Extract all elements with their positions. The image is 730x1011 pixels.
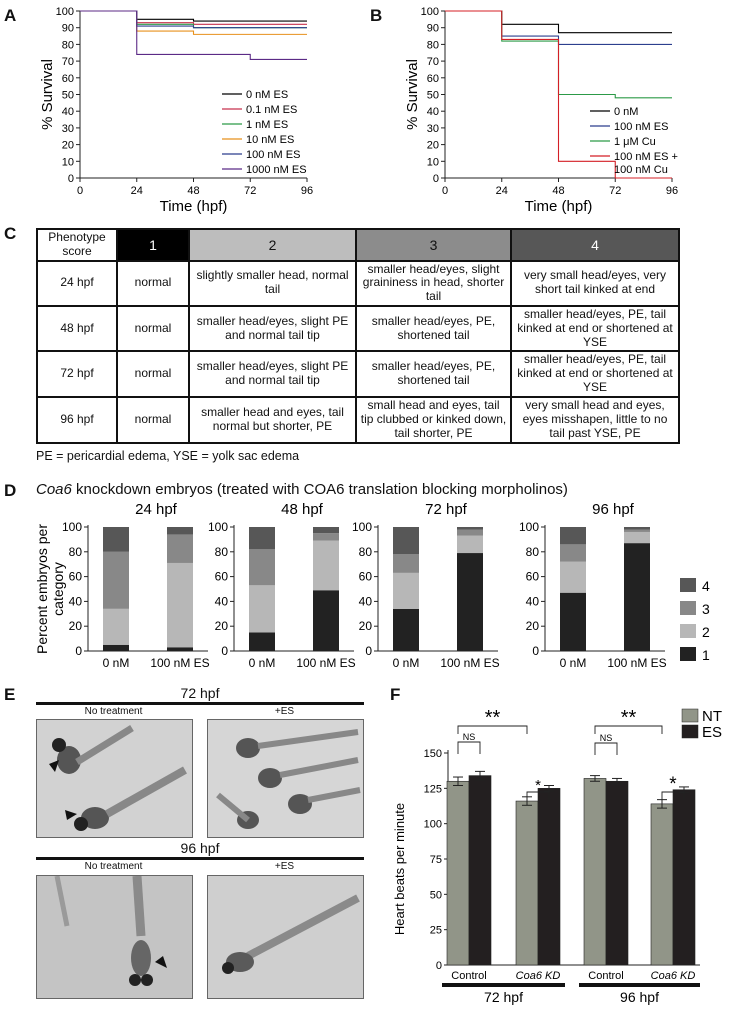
y-tick-label: 0 <box>365 644 372 658</box>
stacked-bar-segment <box>393 609 419 651</box>
y-tick-label: 50 <box>429 889 442 902</box>
table-cell: normal <box>117 351 189 396</box>
legend-label: 100 nM ES <box>614 121 669 133</box>
y-axis-label: category <box>50 562 66 616</box>
zebrafish-photo-96-es <box>207 875 364 999</box>
stacked-bar-segment <box>624 543 650 651</box>
y-tick-label: 0 <box>435 960 442 972</box>
panel-label-f: F <box>390 685 401 704</box>
stacked-bar-segment <box>249 585 275 632</box>
y-tick-label: 0 <box>75 644 82 658</box>
label-es-72: +ES <box>274 706 295 717</box>
table-cell-time: 72 hpf <box>37 351 117 396</box>
panel-d-title <box>36 481 568 498</box>
y-tick-label: 10 <box>61 156 74 169</box>
zebrafish-larva-icon <box>208 876 363 998</box>
y-tick-label: 60 <box>61 72 74 85</box>
y-tick-label: 50 <box>426 89 439 102</box>
y-axis-label: Heart beats per minute <box>392 802 407 936</box>
heart-rate-bar-chart <box>380 700 730 1011</box>
bar <box>584 778 606 965</box>
zebrafish-embryo-icon <box>37 720 192 837</box>
stacked-bar-segment <box>457 553 483 651</box>
legend-label: 0 nM <box>614 106 639 118</box>
table-cell: smaller head/eyes, PE, tail kinked at end or shortened at YSE <box>511 351 679 396</box>
table-header-score-3: 3 <box>356 229 511 261</box>
y-tick-label: 20 <box>68 619 82 634</box>
x-tick-label: 72 <box>609 185 622 197</box>
legend-swatch <box>680 647 696 661</box>
y-tick-label: 100 <box>518 520 539 534</box>
stacked-bar-segment <box>313 541 339 591</box>
bar <box>469 776 491 965</box>
stacked-bar-segment <box>103 552 129 609</box>
y-tick-label: 0 <box>221 644 228 658</box>
stacked-bar-segment <box>560 562 586 593</box>
table-cell: smaller head/eyes, PE, shortened tail <box>356 351 511 396</box>
legend-swatch <box>680 601 696 615</box>
x-tick-label: 100 nM ES <box>607 656 667 670</box>
knockdown-stacked-bar-charts <box>0 500 730 672</box>
legend-label: 100 nM Cu <box>614 164 668 176</box>
stacked-bar-segment <box>313 527 339 533</box>
y-tick-label: 30 <box>426 122 439 135</box>
stacked-bar-segment <box>249 632 275 651</box>
significance-bracket-label: * <box>669 774 677 795</box>
y-tick-label: 80 <box>525 544 539 559</box>
stacked-bar-segment <box>313 533 339 540</box>
survival-curve <box>445 11 672 33</box>
legend-label: 100 nM ES <box>246 149 301 161</box>
zebrafish-photo-96-nt <box>36 875 193 999</box>
table-cell-time: 24 hpf <box>37 261 117 306</box>
stacked-bar-segment <box>560 544 586 561</box>
zebrafish-embryo-icon <box>208 720 363 837</box>
stacked-bar-segment <box>103 527 129 552</box>
survival-curve <box>80 11 307 21</box>
stacked-bar-segment <box>167 563 193 647</box>
panel-d-title-rest: knockdown embryos (treated with COA6 translation blocking morpholinos) <box>71 481 568 498</box>
ns-bracket-label: NS <box>462 732 476 742</box>
ns-bracket <box>458 742 480 754</box>
legend-label: NT <box>702 708 722 725</box>
table-cell: smaller head/eyes, PE, tail kinked at end or shortened at YSE <box>511 306 679 351</box>
table-cell: smaller head and eyes, tail normal but shorter, PE <box>189 397 356 443</box>
significance-bracket-label: ** <box>620 707 637 729</box>
stacked-bar-segment <box>249 549 275 585</box>
stacked-bar-segment <box>167 527 193 534</box>
y-tick-label: 80 <box>214 544 228 559</box>
stacked-bar-segment <box>103 645 129 651</box>
table-cell: small head and eyes, tail tip clubbed or kinked down, tail shorter, PE <box>356 397 511 443</box>
y-tick-label: 0 <box>432 173 439 185</box>
panel-label-a: A <box>4 6 17 25</box>
significance-bracket-label: ** <box>484 707 501 729</box>
legend-label: 1000 nM ES <box>246 164 307 176</box>
y-tick-label: 100 <box>207 520 228 534</box>
y-tick-label: 100 <box>61 520 82 534</box>
x-tick-label: 0 nM <box>392 656 420 670</box>
y-tick-label: 60 <box>525 569 539 584</box>
x-axis-label: Time (hpf) <box>159 198 228 215</box>
table-cell: smaller head/eyes, slight PE and normal tail tip <box>189 306 356 351</box>
survival-curve <box>80 11 307 59</box>
table-cell: normal <box>117 261 189 306</box>
y-tick-label: 75 <box>429 854 442 866</box>
y-tick-label: 0 <box>67 173 74 185</box>
y-tick-label: 150 <box>423 748 442 760</box>
x-tick-label: 96 <box>665 185 679 197</box>
legend-label: 3 <box>702 601 710 617</box>
y-tick-label: 125 <box>423 783 442 796</box>
zebrafish-larva-icon <box>37 876 192 998</box>
zebrafish-photo-72-nt <box>36 719 193 838</box>
y-tick-label: 90 <box>426 22 439 35</box>
table-cell-time: 96 hpf <box>37 397 117 443</box>
legend-swatch <box>682 725 698 738</box>
y-tick-label: 70 <box>426 56 439 69</box>
panel-label-c: C <box>4 224 17 243</box>
panel-e-micrographs <box>36 679 364 1009</box>
ns-bracket <box>595 743 617 755</box>
table-cell: normal <box>117 397 189 443</box>
stacked-bar-segment <box>457 536 483 553</box>
time-group-label: 96 hpf <box>620 989 659 1005</box>
time-group-label: 72 hpf <box>484 989 523 1005</box>
bar <box>447 781 469 965</box>
x-tick-label: 100 nM ES <box>440 656 500 670</box>
label-no-treatment-96: No treatment <box>84 861 143 872</box>
table-row <box>37 351 679 396</box>
y-axis-label: Percent embryos per <box>34 524 50 654</box>
y-tick-label: 80 <box>61 39 74 52</box>
x-tick-label: 0 <box>76 185 84 197</box>
table-header-phenotype-score: Phenotype score <box>37 229 117 261</box>
time-label-72: 72 hpf <box>180 685 220 701</box>
zebrafish-photo-72-es <box>207 719 364 838</box>
table-footnote: PE = pericardial edema, YSE = yolk sac edema <box>36 449 300 463</box>
stacked-bar-segment <box>103 609 129 645</box>
time-group-bar <box>579 983 700 987</box>
ns-bracket-label: NS <box>599 733 613 743</box>
stacked-bar-segment <box>457 529 483 535</box>
x-tick-label: 24 <box>495 185 508 197</box>
x-tick-label: 0 nM <box>248 656 276 670</box>
stacked-bar-segment <box>393 573 419 609</box>
chart-title: 72 hpf <box>425 501 467 518</box>
legend-label: 2 <box>702 624 710 640</box>
divider <box>36 857 364 860</box>
bar <box>651 804 673 965</box>
x-tick-label: 100 nM ES <box>296 656 356 670</box>
legend-label: 0 nM ES <box>246 89 289 101</box>
y-tick-label: 100 <box>351 520 372 534</box>
panel-label-d: D <box>4 481 17 500</box>
y-tick-label: 20 <box>426 139 439 152</box>
significance-bracket-label: * <box>535 777 541 794</box>
y-tick-label: 40 <box>358 594 372 609</box>
time-label-96: 96 hpf <box>180 840 220 856</box>
stacked-bar-segment <box>624 532 650 543</box>
x-axis-label: Time (hpf) <box>524 198 593 215</box>
y-tick-label: 10 <box>426 156 439 169</box>
stacked-bar-segment <box>249 527 275 549</box>
legend-label: 4 <box>702 578 710 594</box>
stacked-bar-segment <box>624 527 650 529</box>
stacked-bar-segment <box>167 534 193 563</box>
y-tick-label: 60 <box>68 569 82 584</box>
legend-label: 100 nM ES + <box>614 151 678 163</box>
table-cell: smaller head/eyes, slight PE and normal tail tip <box>189 351 356 396</box>
y-tick-label: 100 <box>55 6 74 18</box>
label-no-treatment-72: No treatment <box>84 706 143 717</box>
panel-label-b: B <box>370 6 383 25</box>
legend-swatch <box>682 709 698 722</box>
bar <box>606 781 628 965</box>
table-header-score-1: 1 <box>117 229 189 261</box>
phenotype-score-table <box>36 228 680 444</box>
y-tick-label: 80 <box>358 544 372 559</box>
y-tick-label: 40 <box>61 106 74 119</box>
legend-label: 10 nM ES <box>246 134 295 146</box>
y-tick-label: 60 <box>358 569 372 584</box>
stacked-bar-segment <box>313 590 339 651</box>
y-tick-label: 60 <box>214 569 228 584</box>
stacked-bar-segment <box>393 554 419 573</box>
stacked-bar-segment <box>624 529 650 531</box>
chart-title: 96 hpf <box>592 501 634 518</box>
y-axis-label: % Survival <box>39 59 56 130</box>
divider <box>36 702 364 705</box>
x-tick-label: 0 nM <box>559 656 587 670</box>
label-es-96: +ES <box>274 861 295 872</box>
table-cell: very small head and eyes, eyes misshapen, little to no tail past YSE, PE <box>511 397 679 443</box>
y-tick-label: 60 <box>426 72 439 85</box>
x-tick-label: 96 <box>300 185 314 197</box>
y-tick-label: 40 <box>426 106 439 119</box>
legend-swatch <box>680 624 696 638</box>
table-cell-time: 48 hpf <box>37 306 117 351</box>
x-tick-label: Coa6 KD <box>515 970 561 982</box>
table-cell: smaller head/eyes, slight graininess in head, shorter tail <box>356 261 511 306</box>
stacked-bar-segment <box>167 647 193 651</box>
chart-title: 48 hpf <box>281 501 323 518</box>
table-row <box>37 397 679 443</box>
x-tick-label: 100 nM ES <box>150 656 210 670</box>
legend-label: 1 nM ES <box>246 119 289 131</box>
survival-chart-a <box>0 0 365 222</box>
legend-label: 1 μM Cu <box>614 136 656 148</box>
stacked-bar-segment <box>560 593 586 651</box>
panel-label-e: E <box>4 685 16 704</box>
table-row <box>37 306 679 351</box>
y-tick-label: 50 <box>61 89 74 102</box>
y-axis-label: % Survival <box>404 59 421 130</box>
bar <box>516 801 538 965</box>
table-cell: normal <box>117 306 189 351</box>
y-tick-label: 30 <box>61 122 74 135</box>
x-tick-label: 24 <box>130 185 143 197</box>
y-tick-label: 90 <box>61 22 74 35</box>
table-header-score-4: 4 <box>511 229 679 261</box>
y-tick-label: 40 <box>525 594 539 609</box>
y-tick-label: 80 <box>426 39 439 52</box>
table-cell: very small head/eyes, very short tail kinked at end <box>511 261 679 306</box>
table-header-score-2: 2 <box>189 229 356 261</box>
survival-chart-b <box>365 0 730 222</box>
stacked-bar-segment <box>393 527 419 554</box>
stacked-bar-segment <box>560 527 586 544</box>
survival-curve <box>80 11 307 24</box>
y-tick-label: 100 <box>423 818 442 831</box>
legend-label: 0.1 nM ES <box>246 104 298 116</box>
x-tick-label: Control <box>451 970 487 982</box>
y-tick-label: 20 <box>61 139 74 152</box>
legend-label: 1 <box>702 647 710 663</box>
time-group-bar <box>442 983 565 987</box>
x-tick-label: Control <box>588 970 624 982</box>
y-tick-label: 0 <box>532 644 539 658</box>
table-cell: slightly smaller head, normal tail <box>189 261 356 306</box>
x-tick-label: 48 <box>187 185 200 197</box>
y-tick-label: 70 <box>61 56 74 69</box>
y-tick-label: 40 <box>214 594 228 609</box>
x-tick-label: 0 <box>441 185 449 197</box>
y-tick-label: 40 <box>68 594 82 609</box>
x-tick-label: Coa6 KD <box>650 970 696 982</box>
x-tick-label: 48 <box>552 185 565 197</box>
legend-label: ES <box>702 724 723 741</box>
y-tick-label: 80 <box>68 544 82 559</box>
y-tick-label: 20 <box>358 619 372 634</box>
stacked-bar-segment <box>457 527 483 529</box>
legend-swatch <box>680 578 696 592</box>
bar <box>538 788 560 965</box>
y-tick-label: 100 <box>420 6 439 18</box>
table-row <box>37 261 679 306</box>
y-tick-label: 25 <box>429 924 442 937</box>
y-tick-label: 20 <box>525 619 539 634</box>
gene-name: Coa6 <box>36 481 72 498</box>
table-cell: smaller head/eyes, PE, shortened tail <box>356 306 511 351</box>
bar <box>673 790 695 965</box>
chart-title: 24 hpf <box>135 501 177 518</box>
x-tick-label: 0 nM <box>102 656 130 670</box>
x-tick-label: 72 <box>244 185 257 197</box>
y-tick-label: 20 <box>214 619 228 634</box>
